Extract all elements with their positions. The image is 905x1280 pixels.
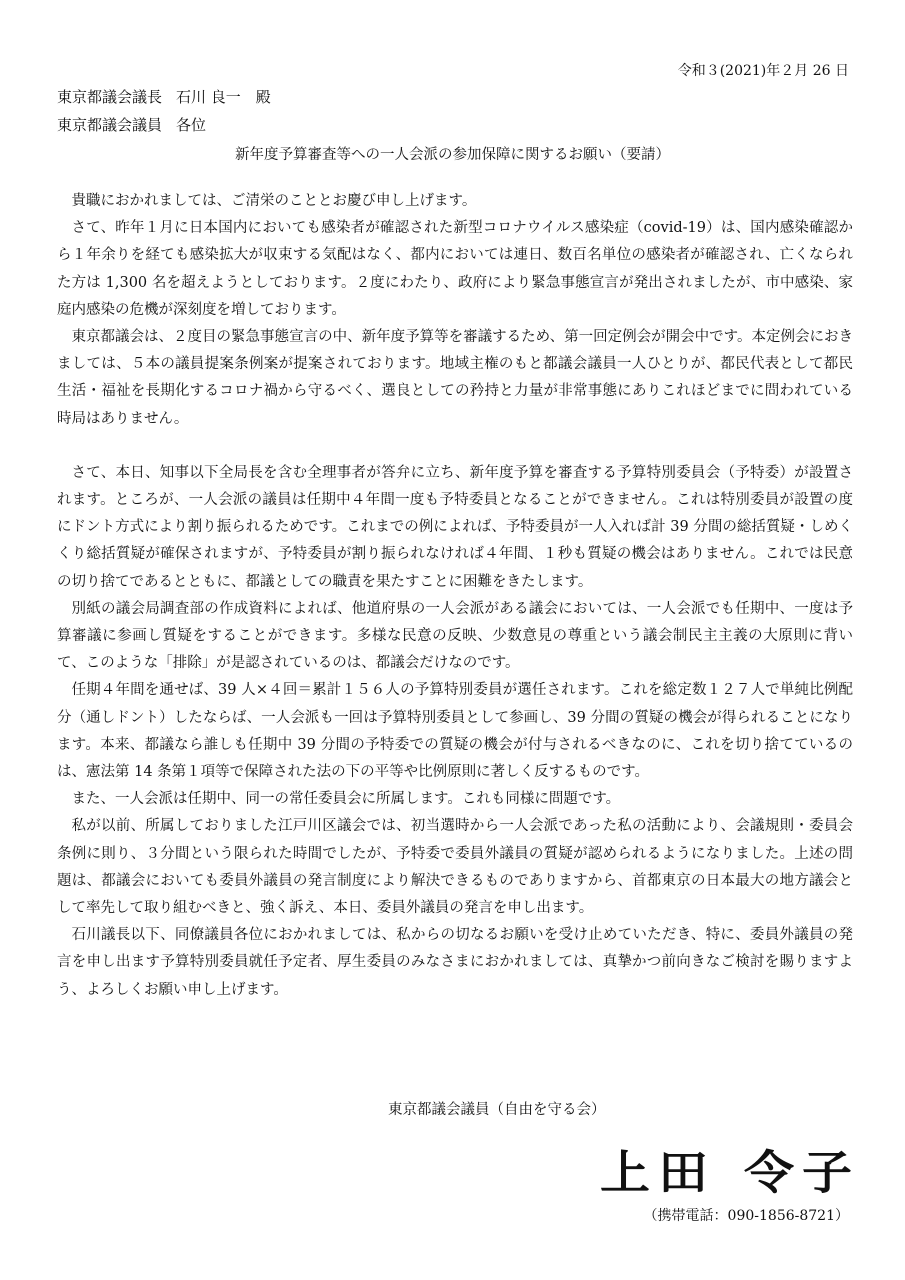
paragraph-closing: 石川議長以下、同僚議員各位におかれましては、私からの切なるお願いを受け止めていただき、特に、委員外議員の発言を申し出ます予算特別委員就任予定者、厚生委員のみなさまにおかれましては、真摯かつ前向きなご検討を賜りますよう、よろしくお願い申し上げます。	[57, 927, 853, 998]
mobile-phone: （携帯電話：090-1856-8721）	[643, 1208, 849, 1224]
paragraph-greeting: 貴職におかれましては、ご清栄のこととお慶び申し上げます。	[71, 193, 477, 209]
letter-body	[57, 188, 853, 1004]
addressee-honorific: 石川 良一 殿	[176, 88, 271, 106]
addressee-chair	[57, 86, 271, 107]
signature-given-name: 令子	[744, 1145, 860, 1200]
addressee-members	[57, 114, 206, 135]
addressee-honorific: 各位	[176, 116, 207, 134]
paragraph-standing-committee: また、一人会派は任期中、同一の常任委員会に所属します。これも同様に問題です。	[71, 791, 621, 808]
handwritten-signature	[600, 1136, 860, 1202]
addressee-title: 東京都議会議長	[57, 88, 163, 106]
paragraph-budget-committee: さて、本日、知事以下全局長を含む全理事者が答弁に立ち、新年度予算を審査する予算特別委員会（予特委）が設置されます。ところが、一人会派の議員は任期中４年間一度も予特委員となることができません。これは特別委員が設置の度にドント方式により割り振られるためです。これまでの例によれば、予特委員が一人入れば計 39 分間の総括質疑・しめくくり総括質疑が確保されますが、予特委員が割り振られなければ４年間、１秒も質疑の機会はありません。これでは民意の切り捨てであるとともに、都議としての職責を果たすことに困難をきたします。	[57, 464, 853, 590]
addressee-title: 東京都議会議員	[57, 116, 163, 134]
signature-surname: 上田	[600, 1145, 716, 1200]
paragraph-covid: さて、昨年１月に日本国内においても感染者が確認された新型コロナウイルス感染症（covid-19）は、国内感染確認から１年余りを経ても感染拡大が収束する気配はなく、都内においては連日、数百名単位の感染者が確認され、亡くなられた方は 1,300 名を超えようとしております。２度にわたり、政府により緊急事態宣言が発出されましたが、市中感染、家庭内感染の危機が深刻度を増しております。	[57, 220, 853, 318]
sender-affiliation: 東京都議会議員（自由を守る会）	[388, 1102, 606, 1118]
paragraph-edogawa: 私が以前、所属しておりました江戸川区議会では、初当選時から一人会派であった私の活動により、会議規則・委員会条例に則り、３分間という限られた時間でしたが、予特委で委員外議員の質疑が認められるようになりました。上述の問題は、都議会においても委員外議員の発言制度により解決できるものでありますから、首都東京の日本最大の地方議会として率先して取り組むべきと、強く訴え、本日、委員外議員の発言を申し出ます。	[57, 818, 853, 917]
letter-date: 令和３(2021)年２月 26 日	[677, 63, 849, 79]
paragraph-assembly: 東京都議会は、２度目の緊急事態宣言の中、新年度予算等を審議するため、第一回定例会が開会中です。本定例会におきましては、５本の議員提案条例案が提案されております。地域主権のもと都議会議員一人ひとりが、都民代表として都民生活・福祉を長期化するコロナ禍から守るべく、選良としての矜持と力量が非常事態にありこれほどまでに問われている時局はありません。	[57, 329, 853, 427]
paragraph-proportional: 任期４年間を通せば、39 人×４回＝累計１５６人の予算特別委員が選任されます。これを総定数１２７人で単純比例配分（通しドント）したならば、一人会派も一回は予算特別委員として参画し、39 分間の質疑の機会が得られることになります。本来、都議なら誰しも任期中 39 分間の予特委での質疑の機会が付与されるべきなのに、これを切り捨てているのは、憲法第 14 条第１項等で保障された法の下の平等や比例原則に著しく反するものです。	[57, 682, 853, 781]
paragraph-other-prefectures: 別紙の議会局調査部の作成資料によれば、他道府県の一人会派がある議会においては、一人会派でも任期中、一度は予算審議に参画し質疑をすることができます。多様な民意の反映、少数意見の尊重という議会制民主主義の大原則に背いて、このような「排除」が是認されているのは、都議会だけなのです。	[57, 600, 853, 672]
letter-subject: 新年度予算審査等への一人会派の参加保障に関するお願い（要請）	[235, 147, 670, 163]
